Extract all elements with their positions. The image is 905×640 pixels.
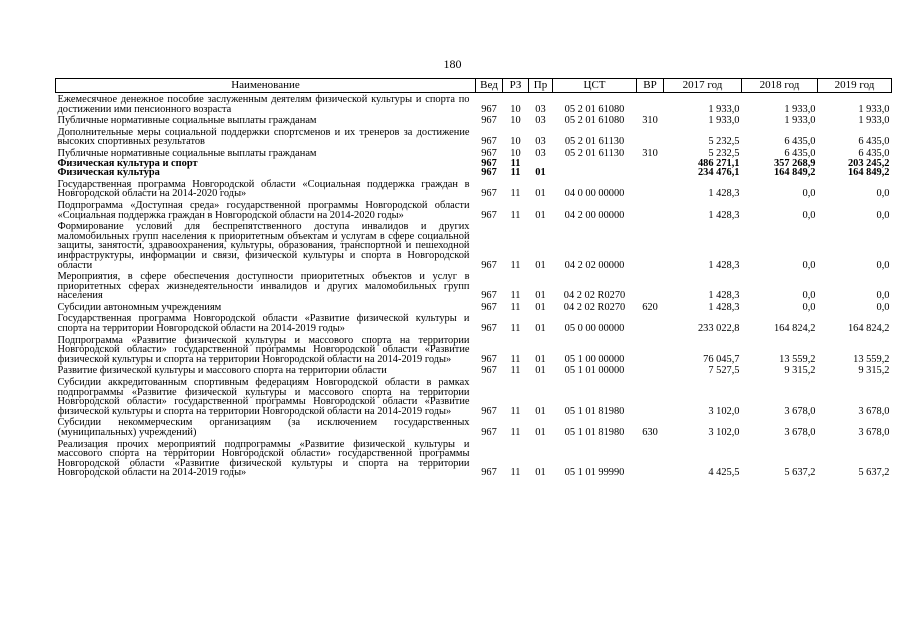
cell-rz: 11	[510, 365, 521, 377]
cell-cst: 05 2 01 61130	[564, 147, 625, 159]
cell-ved: 967	[481, 209, 497, 221]
cell-ved: 967	[481, 405, 497, 417]
cell-rz: 10	[510, 103, 521, 115]
cell-name: Дополнительные меры социальной поддержки спортсменов и их тренеров за достижение высоких спортивных результатов	[57, 126, 470, 148]
cell-rz: 11	[510, 290, 521, 302]
cell-2017: 5 232,5	[708, 136, 740, 148]
cell-vr	[637, 199, 664, 220]
cell-2017: 234 476,1	[697, 167, 740, 179]
table-row	[56, 416, 892, 437]
cell-2018: 1 933,0	[784, 115, 816, 127]
cell-ved: 967	[481, 290, 497, 302]
table-row	[56, 126, 892, 147]
cell-name: Публичные нормативные социальные выплаты гражданам	[57, 147, 317, 159]
table-row	[56, 93, 892, 115]
cell-pr: 01	[535, 427, 546, 438]
cell-2018: 0,0	[802, 259, 816, 271]
cell-pr: 01	[535, 290, 546, 302]
cell-name: Субсидии автономным учреждениям	[57, 301, 222, 313]
cell-2018: 6 435,0	[784, 147, 816, 159]
table-row	[56, 199, 892, 220]
cell-cst: 05 2 01 61080	[564, 103, 625, 115]
cell-ved: 967	[481, 467, 497, 479]
cell-name: Ежемесячное денежное пособие заслуженным деятелям физической культуры и спорта по достижении ими пенсионного возраста	[57, 94, 470, 115]
cell-cst: 05 2 01 61130	[564, 136, 625, 148]
table-row	[56, 270, 892, 301]
cell-ved: 967	[481, 259, 497, 271]
table-row	[56, 376, 892, 416]
cell-name: Развитие физической культуры и массового спорта на территории области	[57, 365, 387, 377]
cell-pr: 01	[535, 405, 546, 417]
cell-2019: 0,0	[876, 301, 890, 313]
header-rz: РЗ	[503, 79, 529, 93]
cell-rz: 11	[510, 188, 521, 200]
cell-2017: 1 428,3	[708, 290, 740, 302]
header-name: Наименование	[56, 79, 476, 93]
cell-vr	[637, 376, 664, 416]
cell-2017: 5 232,5	[708, 147, 740, 159]
cell-ved: 967	[481, 301, 497, 313]
cell-2019: 1 933,0	[858, 115, 890, 127]
cell-2017: 1 428,3	[708, 259, 740, 271]
cell-2018: 5 637,2	[784, 467, 816, 479]
cell-name: Физическая культура	[57, 167, 160, 179]
cell-rz: 10	[510, 136, 521, 148]
cell-vr: 310	[642, 147, 658, 159]
table-row	[56, 334, 892, 365]
cell-rz: 11	[510, 209, 521, 221]
budget-table	[55, 78, 892, 478]
cell-cst: 05 1 01 81980	[564, 427, 625, 438]
cell-2019: 164 849,2	[847, 167, 890, 179]
header-cst: ЦСТ	[553, 79, 637, 93]
cell-pr: 01	[535, 467, 546, 479]
cell-vr: 310	[642, 115, 658, 127]
cell-ved: 967	[481, 365, 497, 377]
cell-pr: 03	[535, 103, 546, 115]
cell-name: Физическая культура и спорт	[57, 157, 198, 169]
cell-name: Реализация прочих мероприятий подпрограммы «Развитие физической культуры и массового спорта на территории Новгородской области» государственной программы Новгородской области «Развитие физической культуры и спорта на территории Новгородской области на 2014-2019 годы»	[57, 438, 470, 479]
cell-2017: 4 425,5	[708, 467, 740, 479]
cell-vr	[637, 93, 664, 115]
cell-2019: 3 678,0	[858, 405, 890, 417]
table-row	[56, 114, 892, 126]
cell-2018: 0,0	[802, 301, 816, 313]
cell-ved: 967	[481, 136, 497, 148]
cell-rz: 11	[510, 427, 521, 438]
header-pr: Пр	[529, 79, 553, 93]
cell-pr: 01	[535, 188, 546, 200]
cell-2019: 0,0	[876, 259, 890, 271]
cell-2018: 1 933,0	[784, 103, 816, 115]
cell-2018: 357 268,9	[773, 157, 816, 169]
cell-2019: 1 933,0	[858, 103, 890, 115]
table-row	[56, 220, 892, 270]
cell-2019: 5 637,2	[858, 467, 890, 479]
cell-cst: 05 1 01 00000	[564, 365, 625, 377]
cell-vr	[637, 159, 664, 169]
cell-ved: 967	[481, 147, 497, 159]
cell-name: Формирование условий для беспрепятственного доступа инвалидов и других маломобильных групп населения к приоритетным объектам и услугам в сфере социальной защиты, занятости, здравоохранения, культуры, образования, транспортной и пешеходной инфраструктуры, информации и связи, физической культуры и спорта в Новгородской области	[57, 221, 470, 271]
cell-name: Мероприятия, в сфере обеспечения доступности приоритетных объектов и услуг в приоритетных сферах жизнедеятельности инвалидов и других маломобильных групп населения	[57, 271, 470, 302]
cell-2019: 0,0	[876, 209, 890, 221]
cell-vr	[637, 178, 664, 199]
header-row	[56, 79, 892, 93]
cell-2017: 1 428,3	[708, 188, 740, 200]
cell-rz: 11	[510, 467, 521, 479]
cell-rz: 10	[510, 147, 521, 159]
cell-2018: 0,0	[802, 209, 816, 221]
cell-name: Подпрограмма «Доступная среда» государственной программы Новгородской области «Социальная поддержка граждан в Новгородской области на 2014-2020 годы»	[57, 199, 470, 221]
cell-2017: 1 933,0	[708, 115, 740, 127]
cell-pr: 01	[535, 301, 546, 313]
cell-name: Государственная программа Новгородской области «Развитие физической культуры и спорта на территории Новгородской области на 2014-2019 годы»	[57, 313, 470, 335]
table-body	[56, 93, 892, 478]
cell-2018: 0,0	[802, 188, 816, 200]
cell-2017: 486 271,1	[697, 157, 740, 169]
cell-rz: 10	[510, 115, 521, 127]
cell-2017: 1 428,3	[708, 209, 740, 221]
table-row	[56, 364, 892, 376]
cell-rz: 11	[510, 405, 521, 417]
cell-cst: 05 1 01 99990	[564, 467, 625, 479]
cell-2019: 0,0	[876, 290, 890, 302]
cell-2017: 3 102,0	[708, 405, 740, 417]
table-row	[56, 159, 892, 169]
header-2019: 2019 год	[818, 79, 892, 93]
cell-name: Субсидии некоммерческим организациям (за исключением государственных (муниципальных) учреждений)	[57, 417, 470, 438]
page-number: 180	[443, 57, 462, 71]
cell-rz: 11	[510, 167, 521, 179]
table-row	[56, 438, 892, 478]
table-row	[56, 312, 892, 333]
cell-2017: 1 933,0	[708, 103, 740, 115]
cell-2017: 76 045,7	[703, 353, 740, 365]
cell-pr: 01	[535, 259, 546, 271]
header-vr: ВР	[637, 79, 664, 93]
cell-cst: 04 2 02 R0270	[563, 301, 626, 313]
cell-ved: 967	[481, 427, 497, 438]
cell-ved: 967	[481, 115, 497, 127]
cell-name: Публичные нормативные социальные выплаты гражданам	[57, 115, 317, 127]
cell-2018: 164 824,2	[773, 323, 816, 335]
cell-2018: 3 678,0	[784, 405, 816, 417]
cell-ved: 967	[481, 167, 497, 179]
cell-rz: 11	[510, 157, 521, 169]
cell-name: Государственная программа Новгородской области «Социальная поддержка граждан в Новгородской области на 2014-2020 годы»	[57, 178, 470, 200]
cell-2019: 164 824,2	[847, 323, 890, 335]
cell-ved: 967	[481, 353, 497, 365]
cell-cst: 05 0 00 00000	[564, 323, 625, 335]
cell-vr	[637, 438, 664, 478]
cell-cst: 04 0 00 00000	[564, 188, 625, 200]
cell-pr: 01	[535, 323, 546, 335]
cell-2017: 3 102,0	[708, 427, 740, 438]
cell-2018: 6 435,0	[784, 136, 816, 148]
cell-pr: 01	[535, 167, 546, 179]
cell-rz: 11	[510, 323, 521, 335]
cell-2018: 9 315,2	[784, 365, 816, 377]
cell-vr	[637, 364, 664, 376]
cell-2019: 3 678,0	[858, 427, 890, 438]
cell-2019: 6 435,0	[858, 147, 890, 159]
cell-2018: 13 559,2	[779, 353, 816, 365]
cell-2018: 164 849,2	[773, 167, 816, 179]
cell-2017: 233 022,8	[697, 323, 740, 335]
table-row	[56, 147, 892, 159]
header-2017: 2017 год	[664, 79, 742, 93]
header-ved: Вед	[476, 79, 503, 93]
cell-2017: 7 527,5	[708, 365, 740, 377]
cell-vr	[637, 168, 664, 178]
cell-rz: 11	[510, 353, 521, 365]
cell-2019: 13 559,2	[853, 353, 890, 365]
cell-vr	[637, 334, 664, 365]
cell-name: Субсидии аккредитованным спортивным федерациям Новгородской области в рамках подпрограммы «Развитие физической культуры и массового спорта на территории Новгородской области» государственной программы Новгородской области «Развитие физической культуры и спорта на территории Новгородской области на 2014-2019 годы»	[57, 377, 470, 417]
cell-rz: 11	[510, 301, 521, 313]
header-2018: 2018 год	[742, 79, 818, 93]
cell-pr: 03	[535, 136, 546, 148]
cell-pr: 01	[535, 353, 546, 365]
cell-ved: 967	[481, 323, 497, 335]
cell-2019: 203 245,2	[847, 157, 890, 169]
cell-ved: 967	[481, 157, 497, 169]
cell-vr	[637, 270, 664, 301]
cell-rz: 11	[510, 259, 521, 271]
table-row	[56, 168, 892, 178]
cell-ved: 967	[481, 103, 497, 115]
cell-cst: 04 2 02 R0270	[563, 290, 626, 302]
cell-cst: 04 2 00 00000	[564, 209, 625, 221]
cell-2019: 0,0	[876, 188, 890, 200]
cell-vr: 630	[642, 427, 658, 438]
cell-name: Подпрограмма «Развитие физической культуры и массового спорта на территории Новгородской области» государственной программы Новгородской области «Развитие физической культуры и спорта на территории Новгородской области на 2014-2019 годы»	[57, 334, 470, 365]
cell-cst: 05 1 00 00000	[564, 353, 625, 365]
cell-ved: 967	[481, 188, 497, 200]
cell-pr: 01	[535, 365, 546, 377]
cell-vr	[637, 312, 664, 333]
cell-pr: 01	[535, 209, 546, 221]
cell-2019: 9 315,2	[858, 365, 890, 377]
cell-vr: 620	[642, 301, 658, 313]
cell-cst: 05 2 01 61080	[564, 115, 625, 127]
cell-2018: 3 678,0	[784, 427, 816, 438]
cell-cst: 05 1 01 81980	[564, 405, 625, 417]
cell-pr: 03	[535, 115, 546, 127]
cell-pr: 03	[535, 147, 546, 159]
cell-vr	[637, 126, 664, 147]
cell-2018: 0,0	[802, 290, 816, 302]
cell-cst	[553, 168, 637, 178]
cell-cst: 04 2 02 00000	[564, 259, 625, 271]
table-row	[56, 301, 892, 313]
cell-vr	[637, 220, 664, 270]
cell-cst	[553, 159, 637, 169]
cell-2019: 6 435,0	[858, 136, 890, 148]
table-row	[56, 178, 892, 199]
cell-2017: 1 428,3	[708, 301, 740, 313]
